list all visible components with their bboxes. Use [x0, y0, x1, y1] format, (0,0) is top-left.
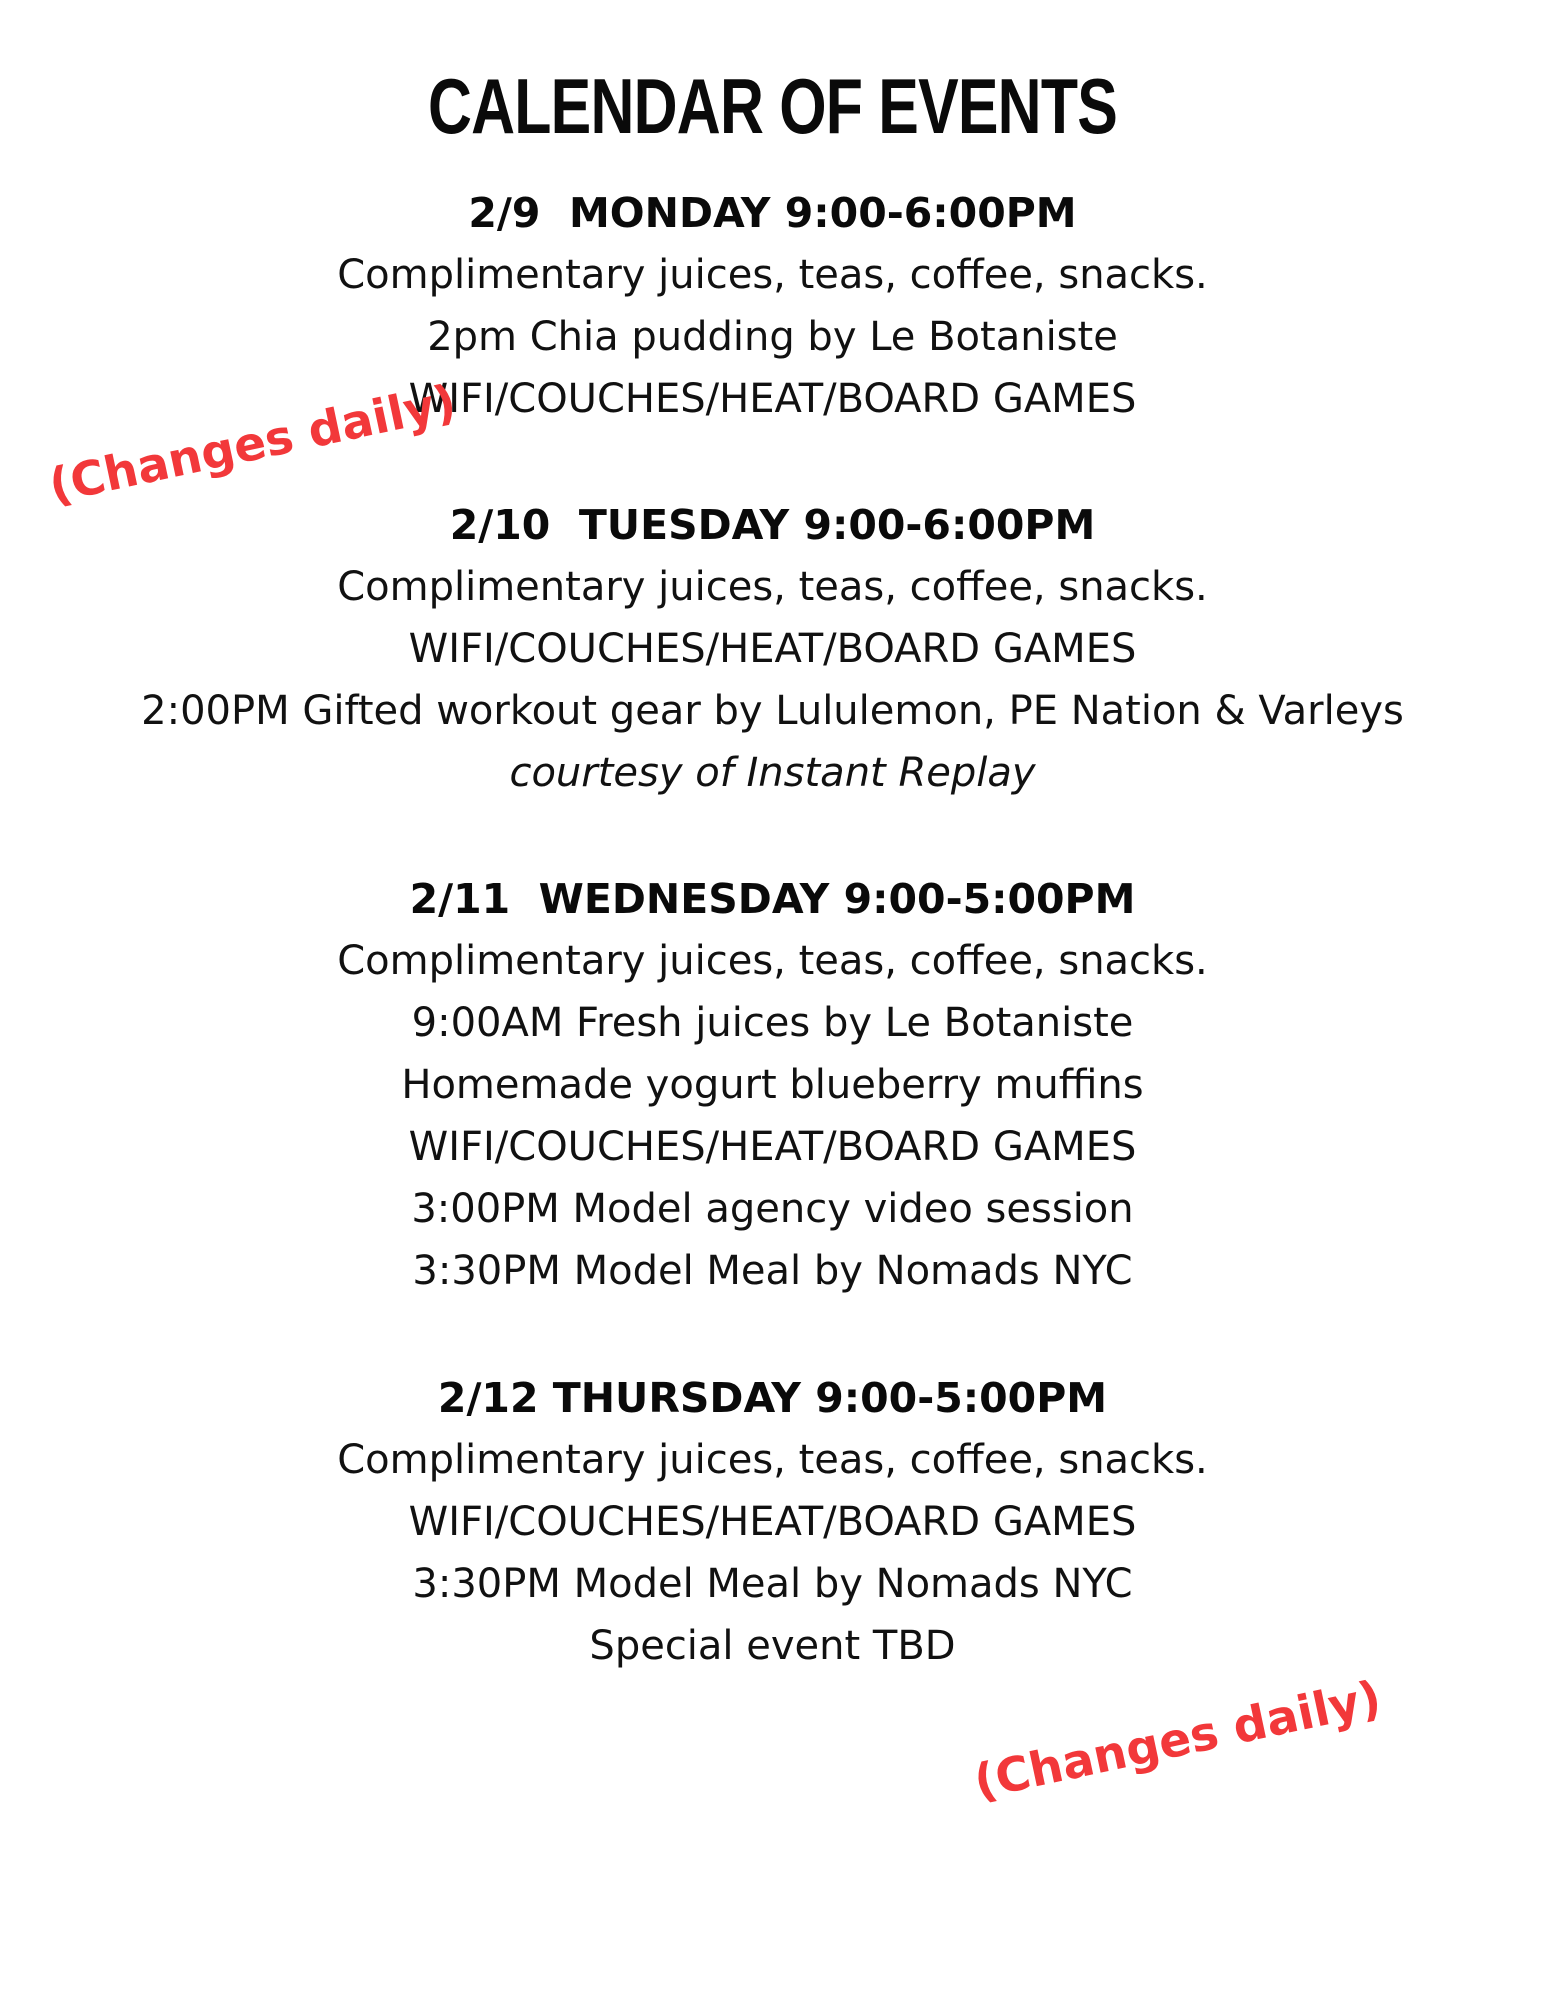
changes-daily-annotation-top: (Changes daily) — [44, 374, 461, 515]
event-line: WIFI/COUCHES/HEAT/BOARD GAMES — [408, 376, 1137, 422]
event-line: 2pm Chia pudding by Le Botaniste — [427, 314, 1118, 360]
event-line: Special event TBD — [589, 1623, 956, 1669]
page-title: CALENDAR OF EVENTS — [427, 62, 1118, 150]
event-line: 9:00AM Fresh juices by Le Botaniste — [411, 1000, 1134, 1046]
event-monday — [0, 182, 1545, 430]
event-wednesday — [0, 868, 1545, 1302]
event-line: 2:00PM Gifted workout gear by Lululemon, PE Nation & Varleys — [141, 688, 1404, 734]
event-line: 3:30PM Model Meal by Nomads NYC — [412, 1561, 1133, 1607]
event-line: Complimentary juices, teas, coffee, snacks. — [337, 1437, 1208, 1483]
event-line: Complimentary juices, teas, coffee, snacks. — [337, 252, 1208, 298]
event-heading: 2/10 TUESDAY 9:00-6:00PM — [449, 501, 1096, 549]
event-line: WIFI/COUCHES/HEAT/BOARD GAMES — [408, 1499, 1137, 1545]
event-line: 3:00PM Model agency video session — [411, 1186, 1134, 1232]
event-credit: courtesy of Instant Replay — [509, 750, 1036, 796]
event-heading: 2/11 WEDNESDAY 9:00-5:00PM — [409, 875, 1136, 923]
event-line: 3:30PM Model Meal by Nomads NYC — [412, 1248, 1133, 1294]
event-line: WIFI/COUCHES/HEAT/BOARD GAMES — [408, 626, 1137, 672]
event-line: Homemade yogurt blueberry muffins — [401, 1062, 1144, 1108]
event-heading: 2/12 THURSDAY 9:00-5:00PM — [437, 1374, 1108, 1422]
event-line: Complimentary juices, teas, coffee, snacks. — [337, 938, 1208, 984]
event-line: WIFI/COUCHES/HEAT/BOARD GAMES — [408, 1124, 1137, 1170]
changes-daily-annotation-bottom: (Changes daily) — [969, 1670, 1386, 1811]
event-tuesday — [0, 494, 1545, 804]
event-line: Complimentary juices, teas, coffee, snacks. — [337, 564, 1208, 610]
event-thursday — [0, 1367, 1545, 1677]
event-heading: 2/9 MONDAY 9:00-6:00PM — [468, 189, 1077, 237]
